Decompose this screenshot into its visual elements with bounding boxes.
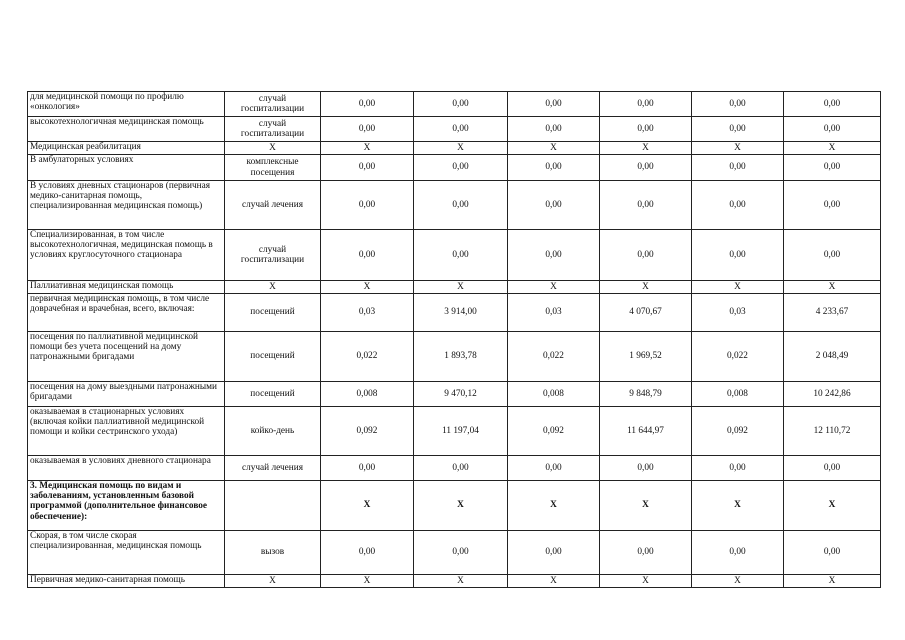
value-cell: 0,00: [784, 456, 881, 481]
value-cell: 1 893,78: [414, 332, 508, 382]
value-cell: 0,00: [692, 92, 784, 117]
row-name: Скорая, в том числе скорая специализированная, медицинская помощь: [28, 531, 225, 575]
value-cell: 0,00: [508, 456, 600, 481]
table-row: [28, 575, 881, 588]
value-cell: 0,03: [508, 294, 600, 332]
value-cell: 11 197,04: [414, 407, 508, 456]
value-cell: 0,00: [784, 531, 881, 575]
value-cell: X: [692, 575, 784, 588]
table-body: [28, 92, 881, 588]
value-cell: 0,00: [508, 230, 600, 281]
value-cell: 0,008: [321, 382, 414, 407]
value-cell: X: [321, 142, 414, 155]
row-unit: посещений: [225, 332, 321, 382]
row-name: посещения по паллиативной медицинской помощи без учета посещений на дому патронажными бригадами: [28, 332, 225, 382]
table-row: [28, 181, 881, 230]
row-name: для медицинской помощи по профилю «онкология»: [28, 92, 225, 117]
value-cell: 0,00: [600, 181, 692, 230]
row-name: Медицинская реабилитация: [28, 142, 225, 155]
value-cell: X: [321, 575, 414, 588]
row-unit: вызов: [225, 531, 321, 575]
row-unit: случай госпитализации: [225, 230, 321, 281]
table-row: [28, 142, 881, 155]
value-cell: 0,00: [414, 117, 508, 142]
value-cell: X: [414, 575, 508, 588]
value-cell: 0,00: [321, 155, 414, 181]
value-cell: 0,092: [321, 407, 414, 456]
table-row: [28, 407, 881, 456]
row-unit: койко-день: [225, 407, 321, 456]
value-cell: 0,00: [414, 92, 508, 117]
value-cell: 0,00: [600, 92, 692, 117]
value-cell: 0,092: [508, 407, 600, 456]
row-unit: [225, 481, 321, 531]
row-unit: случай госпитализации: [225, 117, 321, 142]
table-row: [28, 382, 881, 407]
table-row: [28, 294, 881, 332]
row-name: В условиях дневных стационаров (первичная медико-санитарная помощь, специализированная медицинская помощь): [28, 181, 225, 230]
value-cell: 0,00: [692, 181, 784, 230]
value-cell: 0,00: [784, 117, 881, 142]
value-cell: X: [600, 481, 692, 531]
row-unit: случай лечения: [225, 456, 321, 481]
value-cell: 4 233,67: [784, 294, 881, 332]
value-cell: 0,00: [508, 531, 600, 575]
value-cell: X: [784, 281, 881, 294]
value-cell: 0,00: [692, 531, 784, 575]
value-cell: 0,00: [600, 531, 692, 575]
value-cell: 0,00: [600, 117, 692, 142]
value-cell: 0,00: [692, 230, 784, 281]
value-cell: 0,008: [692, 382, 784, 407]
value-cell: X: [784, 575, 881, 588]
value-cell: 0,00: [414, 230, 508, 281]
value-cell: X: [321, 281, 414, 294]
value-cell: 4 070,67: [600, 294, 692, 332]
row-unit: комплексные посещения: [225, 155, 321, 181]
value-cell: 0,00: [321, 531, 414, 575]
row-unit: X: [225, 575, 321, 588]
value-cell: 0,00: [600, 230, 692, 281]
value-cell: X: [692, 142, 784, 155]
value-cell: 3 914,00: [414, 294, 508, 332]
value-cell: X: [508, 575, 600, 588]
value-cell: 0,00: [692, 117, 784, 142]
table-row: [28, 481, 881, 531]
value-cell: 2 048,49: [784, 332, 881, 382]
value-cell: 0,00: [321, 92, 414, 117]
value-cell: 0,00: [692, 456, 784, 481]
table-row: [28, 155, 881, 181]
row-name: первичная медицинская помощь, в том числе доврачебная и врачебная, всего, включая:: [28, 294, 225, 332]
value-cell: 0,00: [508, 181, 600, 230]
value-cell: 0,00: [321, 230, 414, 281]
value-cell: 0,03: [692, 294, 784, 332]
value-cell: 0,00: [784, 155, 881, 181]
value-cell: X: [321, 481, 414, 531]
table-row: [28, 332, 881, 382]
value-cell: 9 848,79: [600, 382, 692, 407]
table-row: [28, 531, 881, 575]
value-cell: 0,092: [692, 407, 784, 456]
row-unit: X: [225, 281, 321, 294]
table-row: [28, 117, 881, 142]
row-name: Паллиативная медицинская помощь: [28, 281, 225, 294]
value-cell: 0,00: [508, 117, 600, 142]
value-cell: X: [600, 281, 692, 294]
row-name: Специализированная, в том числе высокотехнологичная, медицинская помощь в условиях круглосуточного стационара: [28, 230, 225, 281]
table-row: [28, 281, 881, 294]
value-cell: X: [414, 281, 508, 294]
value-cell: X: [784, 142, 881, 155]
value-cell: 0,022: [321, 332, 414, 382]
value-cell: 0,00: [321, 117, 414, 142]
value-cell: 0,00: [692, 155, 784, 181]
value-cell: X: [692, 481, 784, 531]
value-cell: 9 470,12: [414, 382, 508, 407]
value-cell: 10 242,86: [784, 382, 881, 407]
value-cell: 0,00: [508, 92, 600, 117]
value-cell: 0,03: [321, 294, 414, 332]
value-cell: 11 644,97: [600, 407, 692, 456]
value-cell: 0,00: [414, 531, 508, 575]
value-cell: 1 969,52: [600, 332, 692, 382]
row-name: посещения на дому выездными патронажными бригадами: [28, 382, 225, 407]
value-cell: 0,00: [321, 456, 414, 481]
row-name: 3. Медицинская помощь по видам и заболеваниям, установленным базовой программой (дополнительное финансовое обеспечение):: [28, 481, 225, 531]
value-cell: X: [784, 481, 881, 531]
value-cell: X: [508, 481, 600, 531]
table-row: [28, 92, 881, 117]
value-cell: 0,00: [414, 155, 508, 181]
row-unit: посещений: [225, 294, 321, 332]
value-cell: 0,008: [508, 382, 600, 407]
value-cell: 0,00: [414, 181, 508, 230]
value-cell: X: [508, 142, 600, 155]
value-cell: 0,00: [784, 181, 881, 230]
row-name: оказываемая в условиях дневного стационара: [28, 456, 225, 481]
value-cell: 0,022: [692, 332, 784, 382]
value-cell: 0,00: [600, 155, 692, 181]
value-cell: 0,00: [414, 456, 508, 481]
value-cell: 0,00: [508, 155, 600, 181]
row-unit: X: [225, 142, 321, 155]
value-cell: X: [414, 481, 508, 531]
value-cell: X: [600, 575, 692, 588]
value-cell: 0,00: [784, 230, 881, 281]
row-unit: посещений: [225, 382, 321, 407]
value-cell: X: [414, 142, 508, 155]
row-unit: случай госпитализации: [225, 92, 321, 117]
row-unit: случай лечения: [225, 181, 321, 230]
table-row: [28, 230, 881, 281]
value-cell: 0,00: [784, 92, 881, 117]
row-name: высокотехнологичная медицинская помощь: [28, 117, 225, 142]
data-table: [27, 91, 881, 588]
value-cell: 0,00: [321, 181, 414, 230]
value-cell: X: [600, 142, 692, 155]
value-cell: X: [508, 281, 600, 294]
row-name: оказываемая в стационарных условиях (включая койки паллиативной медицинской помощи и койки сестринского ухода): [28, 407, 225, 456]
value-cell: X: [692, 281, 784, 294]
row-name: В амбулаторных условиях: [28, 155, 225, 181]
value-cell: 0,00: [600, 456, 692, 481]
value-cell: 12 110,72: [784, 407, 881, 456]
row-name: Первичная медико-санитарная помощь: [28, 575, 225, 588]
table-row: [28, 456, 881, 481]
value-cell: 0,022: [508, 332, 600, 382]
